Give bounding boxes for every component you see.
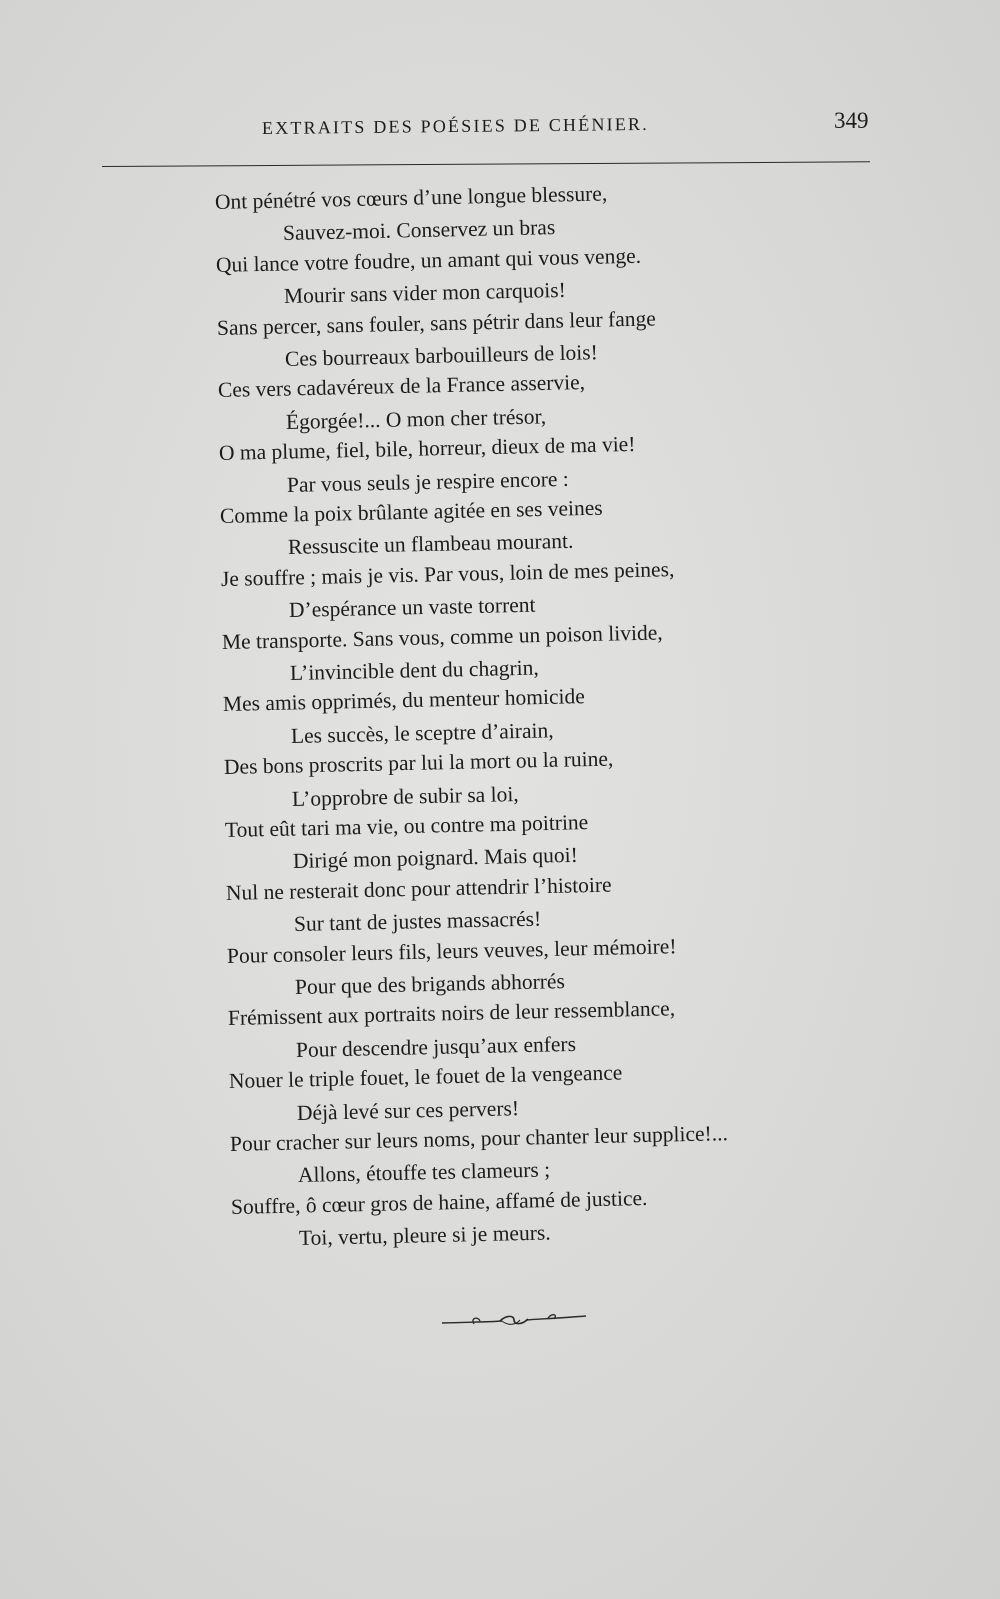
verse-line-indented: Déjà levé sur ces pervers!: [296, 1095, 519, 1125]
verse-line: Souffre, ô cœur gros de haine, affamé de justice.: [230, 1185, 648, 1219]
verse-line-indented: Toi, vertu, pleure si je meurs.: [298, 1220, 551, 1251]
verse-line: Comme la poix brûlante agitée en ses veines: [219, 495, 603, 528]
verse-line-indented: Par vous seuls je respire encore :: [286, 466, 569, 497]
verse-line-indented: L’invincible dent du chagrin,: [289, 655, 539, 685]
page-number: 349: [834, 108, 869, 133]
verse-line: Mes amis opprimés, du menteur homicide: [222, 684, 586, 717]
verse-line-indented: Sur tant de justes massacrés!: [293, 906, 541, 937]
verse-line: Je souffre ; mais je vis. Par vous, loin de mes peines,: [220, 556, 675, 591]
verse-line: Qui lance votre foudre, un amant qui vous venge.: [215, 243, 642, 277]
verse-line: Sans percer, sans fouler, sans pétrir dans leur fange: [216, 306, 657, 340]
verse-line: Des bons proscrits par lui la mort ou la ruine,: [223, 746, 614, 780]
verse-line-indented: Allons, étouffe tes clameurs ;: [297, 1157, 550, 1188]
verse-line-indented: Dirigé mon poignard. Mais quoi!: [292, 843, 578, 874]
verse-line: Frémissent aux portraits noirs de leur ressemblance,: [227, 996, 676, 1031]
verse-line: Ces vers cadavéreux de la France asservie,: [217, 370, 586, 403]
verse-line: Pour cracher sur leurs noms, pour chanter leur supplice!...: [229, 1121, 729, 1156]
verse-line-indented: Ressuscite un flambeau mourant.: [287, 529, 574, 560]
verse-line-indented: Les succès, le sceptre d’airain,: [290, 718, 554, 748]
verse-line-indented: Sauvez-moi. Conservez un bras: [282, 215, 555, 246]
verse-line: O ma plume, fiel, bile, horreur, dieux de ma vie!: [218, 432, 636, 466]
verse-line: Ont pénétré vos cœurs d’une longue blessure,: [214, 181, 608, 214]
verse-line-indented: D’espérance un vaste torrent: [288, 592, 536, 623]
verse-line-indented: Ces bourreaux barbouilleurs de lois!: [284, 340, 598, 371]
running-title: EXTRAITS DES POÉSIES DE CHÉNIER.: [261, 113, 649, 138]
tailpiece-flourish-icon: [440, 1310, 588, 1332]
verse-line-indented: Égorgée!... O mon cher trésor,: [285, 404, 546, 434]
verse-line: Nouer le triple fouet, le fouet de la vengeance: [228, 1060, 623, 1094]
verse-line: Me transporte. Sans vous, comme un poison livide,: [221, 619, 663, 654]
verse-line-indented: L’opprobre de subir sa loi,: [291, 781, 519, 811]
verse-line-indented: Pour que des brigands abhorrés: [294, 969, 565, 999]
verse-line-indented: Pour descendre jusqu’aux enfers: [295, 1031, 576, 1062]
verse-line-indented: Mourir sans vider mon carquois!: [283, 278, 566, 309]
verse-line: Pour consoler leurs fils, leurs veuves, leur mémoire!: [226, 933, 677, 968]
verse-line: Tout eût tari ma vie, ou contre ma poitrine: [224, 810, 589, 842]
verse-line: Nul ne resterait donc pour attendrir l’histoire: [225, 872, 612, 905]
